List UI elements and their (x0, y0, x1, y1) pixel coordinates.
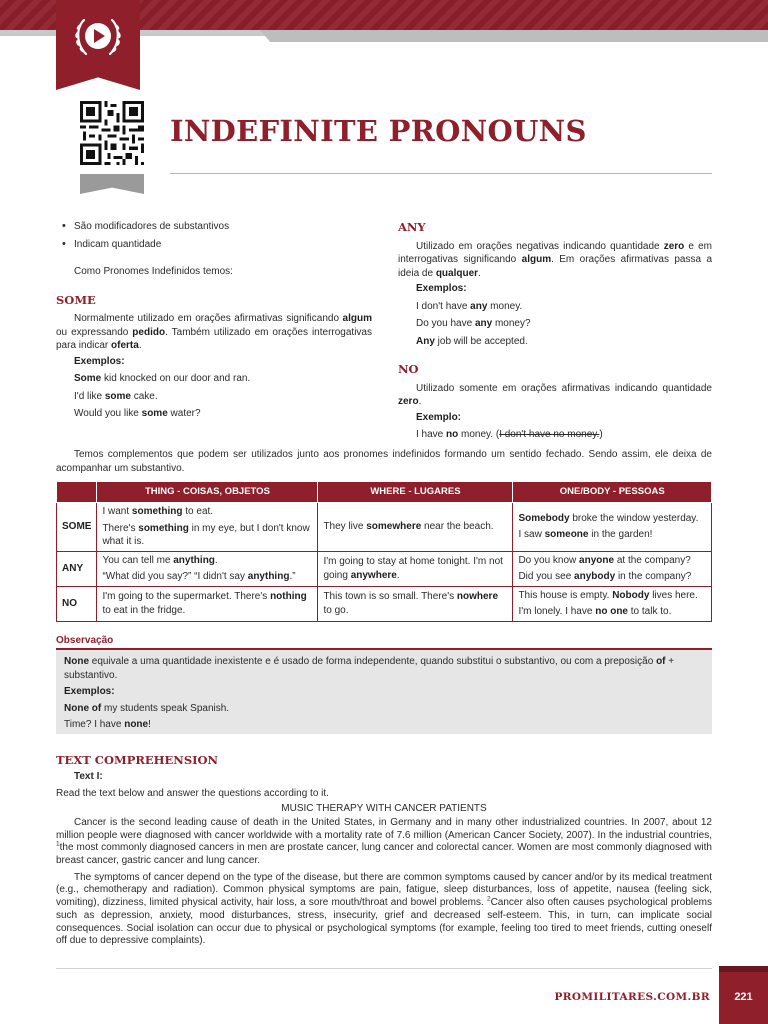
left-column (56, 220, 372, 425)
any-description: Utilizado em orações negativas indicando quantidade zero e em interrogativas significando algum. Em orações afirmativas passa a ideia de qualquer. (398, 240, 712, 279)
table-cell: I'm going to stay at home tonight. I'm not going anywhere. (318, 551, 513, 586)
example-line: Do you have any money? (416, 318, 531, 330)
section-heading-no: NO (398, 362, 419, 377)
no-description: Utilizado somente em orações afirmativas indicando quantidade zero. (398, 382, 712, 408)
play-laurel-icon (70, 12, 126, 60)
section-heading-some: SOME (56, 292, 96, 307)
example-line: I don't have any money. (416, 300, 523, 312)
title-divider (170, 173, 712, 174)
qr-code-icon (80, 101, 144, 165)
table-header-cell: THING - COISAS, OBJETOS (97, 482, 318, 503)
table-row (57, 586, 712, 621)
example-line: I'd like some cake. (74, 390, 158, 402)
table-cell: This house is empty. Nobody lives here. I'm lonely. I have no one to talk to. (513, 586, 712, 621)
some-examples (56, 355, 372, 421)
example-line: Any job will be accepted. (416, 335, 528, 347)
intro-lead: Como Pronomes Indefinidos temos: (74, 266, 233, 277)
complement-paragraph: Temos complementos que podem ser utilizados junto aos pronomes indefinidos formando um sentido fechado. Sendo assim, ele deixa de acompanhar um substantivo. (56, 449, 712, 474)
qr-ribbon (80, 174, 144, 194)
table-cell: I want something to eat. There's something in my eye, but I don't know what it is. (97, 503, 318, 552)
example-line: Some kid knocked on our door and ran. (74, 373, 251, 385)
table-cell: You can tell me anything. “What did you say?” “I didn't say anything.” (97, 551, 318, 586)
reading-paragraph: The symptoms of cancer depend on the type of the disease, but there are common symptoms caused by cancer and/or by its medical treatment (e.g., chemotherapy and radiation). Common physical symptoms are pain, fatigue, sleep disturbances, loss of appetite, nausea (feeling sick, vomiting), dizziness, limited physical activity, hair loss, a sore mouth/throat and bowel problems. $^2$Cancer also often causes psychological problems such as depression, anxiety, mood disturbances, stress, insecurity, grief and decreased self-esteem. This, in turn, can implicate social consequences. Social isolation can occur due to physical or psychological symptoms (for example, feeling too tired to meet friends, cutting oneself off due to depressive complaints). (56, 871, 713, 947)
table-cell: Do you know anyone at the company? Did you see anybody in the company? (513, 551, 712, 586)
table-cell: They live somewhere near the beach. (318, 503, 513, 552)
table-header-row (57, 482, 712, 503)
text-label: Text I: (74, 771, 103, 782)
row-label: NO (57, 586, 97, 621)
reading-text (56, 817, 712, 952)
right-column (398, 220, 712, 446)
table-header-cell (57, 482, 97, 503)
header-band-shadow (260, 30, 768, 42)
table-header-cell: ONE/BODY - PESSOAS (513, 482, 712, 503)
example-line: None of my students speak Spanish. (64, 702, 230, 714)
list-item: • Indicam quantidade (74, 238, 372, 252)
table-row (57, 503, 712, 552)
footer-site: PROMILITARES.COM.BR (554, 991, 710, 1003)
reading-title: MUSIC THERAPY WITH CANCER PATIENTS (281, 803, 487, 814)
examples-label: Exemplos: (64, 686, 115, 697)
row-label: ANY (57, 551, 97, 586)
list-item: • São modificadores de substantivos (74, 220, 372, 234)
section-heading-comprehension: TEXT COMPREHENSION (56, 753, 219, 767)
footer-divider (56, 968, 712, 969)
row-label: SOME (57, 503, 97, 552)
examples-label: Exemplos: (416, 283, 467, 295)
page-title: INDEFINITE PRONOUNS (170, 114, 587, 148)
pronoun-table (56, 481, 712, 622)
table-cell: This town is so small. There's nowhere to go. (318, 586, 513, 621)
no-examples (398, 411, 712, 442)
example-line: Would you like some water? (74, 408, 201, 420)
any-examples (398, 282, 712, 348)
table-cell: Somebody broke the window yesterday. I saw someone in the garden! (513, 503, 712, 552)
reading-paragraph: Cancer is the second leading cause of death in the United States, in Germany and in many other industrialized countries. In 2007, about 12 million people were diagnosed with cancer worldwide with a mortality rate of 7.6 million (American Cancer Society, 2007). In the industrial countries, $^1$the most commonly diagnosed cancers in men are prostate cancer, lung cancer and colorectal cancer. Women are most commonly diagnosed with breast cancer, gastric cancer and lung cancer. (56, 817, 712, 867)
example-line: I have no money. (I don't have no money.) (416, 429, 603, 441)
table-header-cell: WHERE - LUGARES (318, 482, 513, 503)
some-description: Normalmente utilizado em orações afirmativas significando algum ou expressando pedido. Também utilizado em orações interrogativas para indicar oferta. (56, 313, 372, 352)
observation-title: Observação (56, 635, 114, 646)
instruction: Read the text below and answer the questions according to it. (56, 788, 329, 799)
example-label: Exemplo: (416, 411, 462, 423)
example-line: Time? I have none! (64, 719, 151, 730)
section-badge (56, 0, 140, 90)
intro-bullets (56, 220, 372, 251)
table-row (57, 551, 712, 586)
page-number-tab-edge (719, 966, 768, 972)
observation-text: None equivale a uma quantidade inexistente e é usado de forma independente, quando substitui o substantivo, ou com a preposição of + substantivo. (64, 656, 675, 681)
section-heading-any: ANY (398, 220, 426, 234)
examples-label: Exemplos: (74, 355, 125, 367)
observation-box (56, 648, 712, 734)
table-cell: I'm going to the supermarket. There's nothing to eat in the fridge. (97, 586, 318, 621)
page-number: 221 (734, 991, 753, 1003)
